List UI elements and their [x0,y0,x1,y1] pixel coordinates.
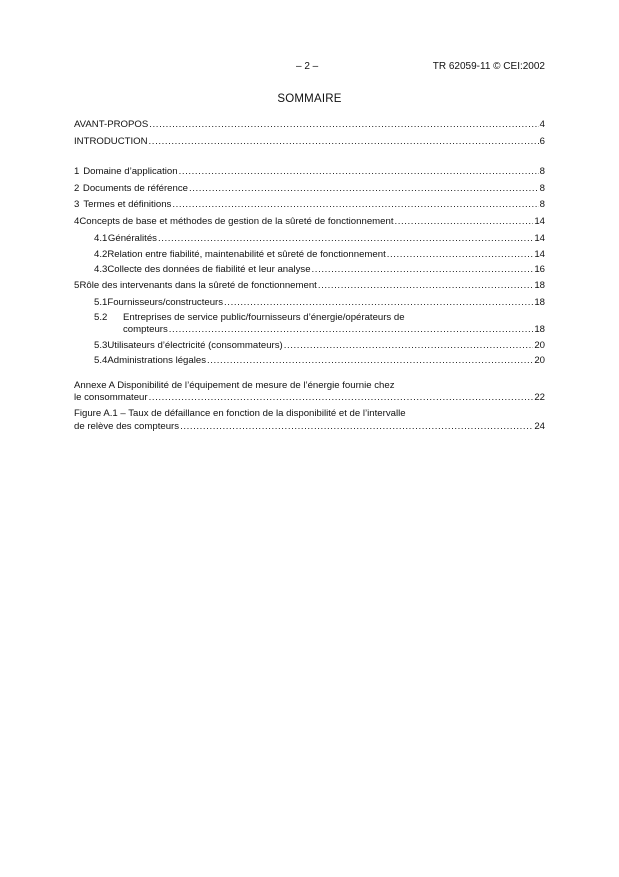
toc-entry-4-1[interactable] [74,233,545,245]
dot-leader [284,340,534,352]
dot-leader [158,233,533,245]
toc-page: 24 [534,421,545,432]
toc-label: Domaine d’application [83,166,178,177]
toc-label: Collecte des données de fiabilité et leur analyse [107,264,311,275]
toc-number: 5.4 [94,355,108,366]
toc-page: 18 [534,280,545,291]
toc-number: 3 [74,199,80,210]
dot-leader [179,166,539,178]
toc-entry-5-2[interactable] [74,312,545,324]
toc-label: Concepts de base et méthodes de gestion de la sûreté de fonctionnement [79,216,394,227]
toc-entry-2[interactable] [74,183,545,195]
toc-number: 1 [74,166,80,177]
toc-page: 14 [534,216,545,227]
toc-page: 22 [534,392,545,403]
dot-leader [149,136,539,148]
toc-page: 6 [539,136,545,147]
dot-leader [180,421,533,433]
toc-label: Utilisateurs d’électricité (consommateurs) [107,340,283,351]
toc-number: 5.2 [94,312,108,323]
dot-leader [312,264,534,276]
toc-entry-annex-a[interactable] [74,380,545,392]
toc-label-line2: le consommateur [74,392,148,403]
toc-entry-3[interactable] [74,199,545,211]
toc-number: 5.1 [94,297,108,308]
toc-page: 20 [534,340,545,351]
toc-number: 4.2 [94,249,108,260]
toc-page: 8 [539,199,545,210]
dot-leader [149,392,534,404]
toc-label: Termes et définitions [83,199,172,210]
toc-entry-5-2-continued[interactable] [74,324,545,336]
toc-number: 2 [74,183,80,194]
toc-label: Généralités [107,233,157,244]
toc-entry-annex-a-continued[interactable] [74,392,545,404]
toc-number: 4 [74,216,80,227]
toc-entry-5-1[interactable] [74,297,545,309]
toc-page: 18 [534,324,545,335]
toc-label-line1: Figure A.1 – Taux de défaillance en fonction de la disponibilité et de l’intervalle [74,408,406,419]
dot-leader [172,199,538,211]
toc-entry-figure-a-1-continued[interactable] [74,421,545,433]
document-reference: TR 62059-11 © CEI:2002 [432,61,545,72]
dot-leader [224,297,533,309]
toc-label: Relation entre fiabilité, maintenabilité et sûreté de fonctionnement [107,249,386,260]
page-number: – 2 – [296,61,319,72]
toc-page: 18 [534,297,545,308]
toc-label: Documents de référence [82,183,188,194]
toc-entry-introduction[interactable] [74,136,545,148]
dot-leader [394,216,533,228]
dot-leader [387,249,534,261]
toc-number: 5 [74,280,80,291]
dot-leader [169,324,534,336]
toc-page: 20 [534,355,545,366]
toc-label-line2: compteurs [123,324,168,335]
toc-page: 8 [539,183,545,194]
toc-entry-4[interactable] [74,216,545,228]
toc-title: SOMMAIRE [277,93,342,105]
toc-entry-1[interactable] [74,166,545,178]
toc-label: Fournisseurs/constructeurs [107,297,224,308]
toc-label-line2: de relève des compteurs [74,421,180,432]
toc-entry-5-3[interactable] [74,340,545,352]
toc-label-line1: Annexe A Disponibilité de l’équipement de mesure de l’énergie fournie chez [74,380,395,391]
toc-label-line1: Entreprises de service public/fournisseurs d’énergie/opérateurs de [123,312,405,323]
toc-entry-4-3[interactable] [74,264,545,276]
toc-entry-4-2[interactable] [74,249,545,261]
toc-page: 16 [534,264,545,275]
dot-leader [318,280,533,292]
toc-page: 8 [539,166,545,177]
toc-label: INTRODUCTION [74,136,148,147]
toc-number: 4.1 [94,233,108,244]
toc-page: 4 [539,119,545,130]
dot-leader [189,183,539,195]
toc-number: 4.3 [94,264,108,275]
toc-label: Administrations légales [107,355,206,366]
toc-label: Rôle des intervenants dans la sûreté de fonctionnement [79,280,317,291]
toc-page: 14 [534,249,545,260]
toc-label: AVANT-PROPOS [74,119,149,130]
toc-page: 14 [534,233,545,244]
toc-number: 5.3 [94,340,108,351]
toc-entry-5-4[interactable] [74,355,545,367]
toc-entry-figure-a-1[interactable] [74,408,545,420]
toc-entry-5[interactable] [74,280,545,292]
dot-leader [207,355,533,367]
toc-entry-avant-propos[interactable] [74,119,545,131]
dot-leader [149,119,538,131]
